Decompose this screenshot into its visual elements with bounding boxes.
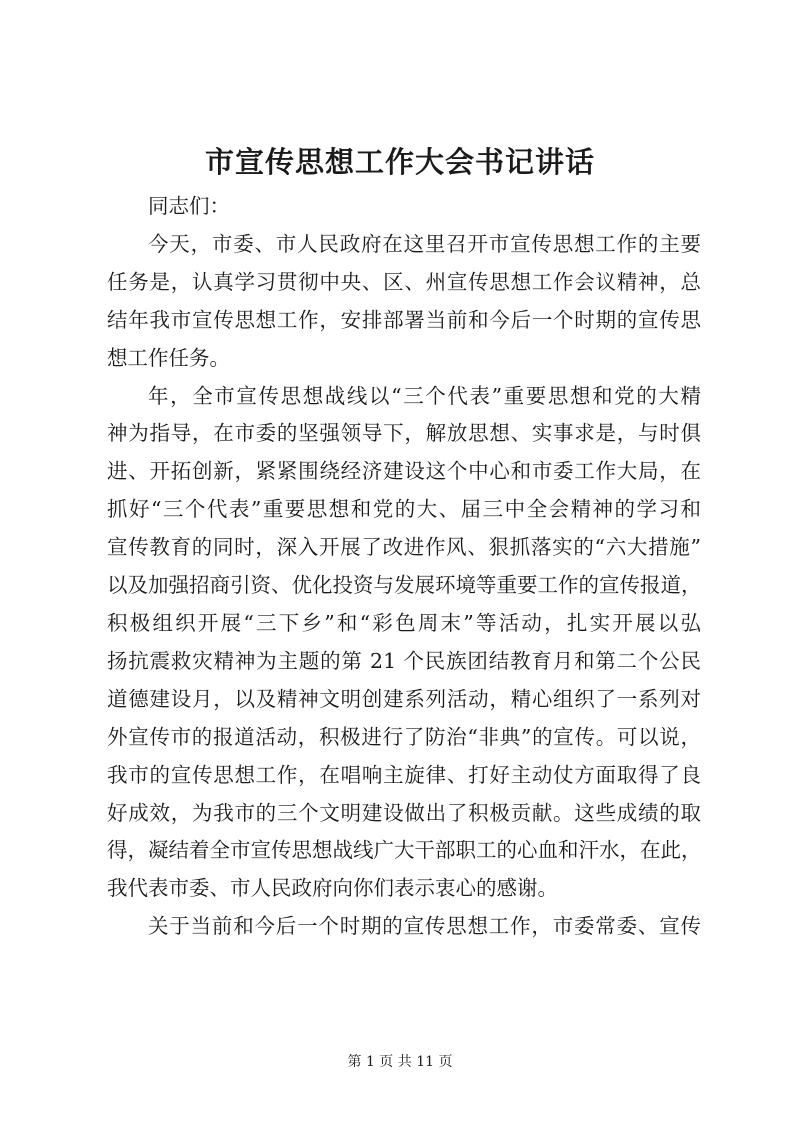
paragraph-line: 我代表市委、市人民政府向你们表示衷心的感谢。 [107, 876, 558, 901]
greeting: 同志们： [148, 194, 230, 218]
paragraph-line: 积极组织开展“三下乡”和“彩色周末”等活动，扎实开展以弘 [107, 610, 701, 635]
page-number-footer: 第 1 页 共 11 页 [347, 1054, 453, 1070]
paragraph-line: 神为指导，在市委的坚强领导下，解放思想、实事求是，与时俱 [107, 421, 701, 446]
paragraph-line: 关于当前和今后一个时期的宣传思想工作，市委常委、宣传 [148, 914, 701, 939]
paragraph-line: 我市的宣传思想工作，在唱响主旋律、打好主动仗方面取得了良 [107, 762, 701, 787]
paragraph-line: 想工作任务。 [107, 345, 230, 370]
paragraph-line: 今天，市委、市人民政府在这里召开市宣传思想工作的主要 [148, 231, 701, 256]
document-title: 市宣传思想工作大会书记讲话 [204, 145, 595, 179]
paragraph-2 [107, 378, 701, 909]
paragraph-line: 外宣传市的报道活动，积极进行了防治“非典”的宣传。可以说， [107, 724, 701, 749]
paragraph-1 [107, 226, 701, 378]
paragraph-line: 宣传教育的同时，深入开展了改进作风、狠抓落实的“六大措施” [107, 535, 701, 560]
document-body [107, 188, 701, 946]
paragraph-3 [107, 908, 701, 946]
paragraph-line: 得，凝结着全市宣传思想战线广大干部职工的心血和汗水，在此， [107, 838, 702, 863]
paragraph-line: 年，全市宣传思想战线以“三个代表”重要思想和党的大精 [148, 383, 701, 408]
paragraph-line: 以及加强招商引资、优化投资与发展环境等重要工作的宣传报道， [107, 573, 702, 598]
paragraph-line: 抓好“三个代表”重要思想和党的大、届三中全会精神的学习和 [107, 497, 701, 522]
paragraph-line: 进、开拓创新，紧紧围绕经济建设这个中心和市委工作大局，在 [107, 459, 701, 484]
paragraph-line: 任务是，认真学习贯彻中央、区、州宣传思想工作会议精神，总 [107, 269, 701, 294]
paragraph-line: 结年我市宣传思想工作，安排部署当前和今后一个时期的宣传思 [107, 307, 701, 332]
paragraph-line: 扬抗震救灾精神为主题的第 21 个民族团结教育月和第二个公民 [107, 648, 701, 673]
paragraph-line: 好成效，为我市的三个文明建设做出了积极贡献。这些成绩的取 [107, 800, 701, 825]
paragraph-line: 道德建设月，以及精神文明创建系列活动，精心组织了一系列对 [107, 686, 701, 711]
